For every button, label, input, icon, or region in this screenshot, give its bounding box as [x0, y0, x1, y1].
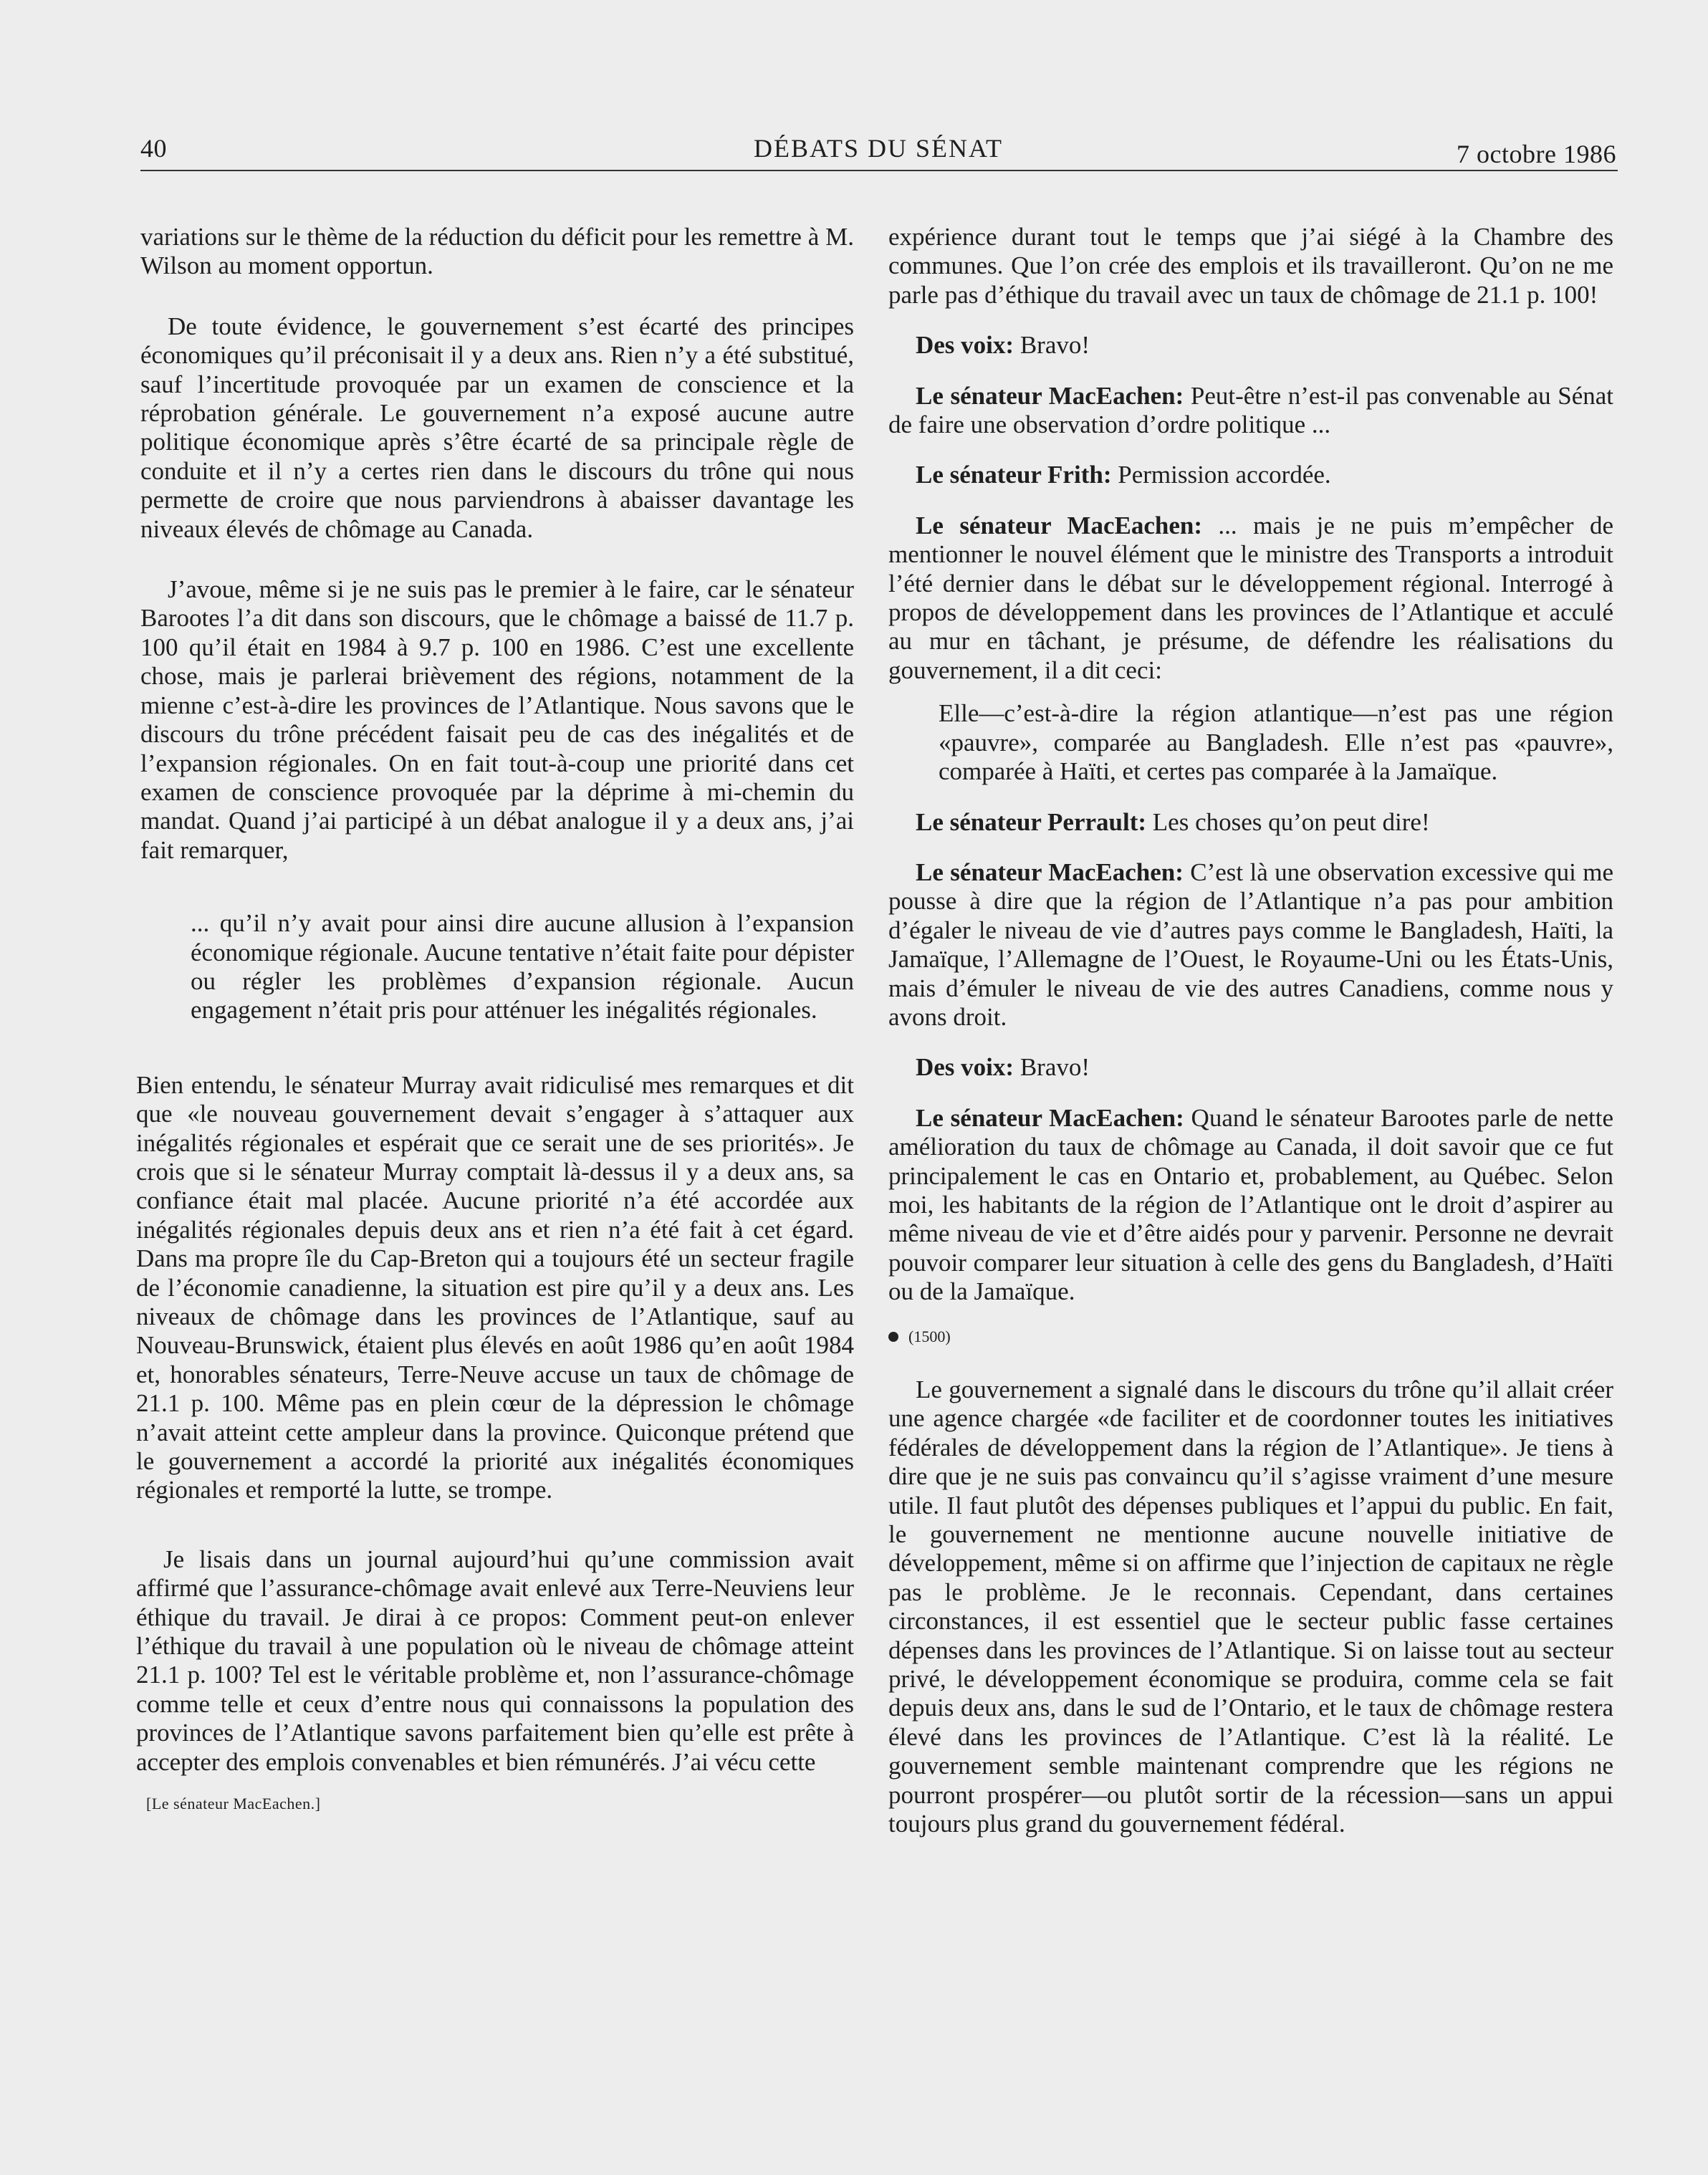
- speech-turn: [888, 461, 1613, 489]
- header-date: 7 octobre 1986: [1457, 140, 1616, 168]
- paragraph: Je lisais dans un journal aujourd’hui qu’une commission avait affirmé que l’assurance-chômage avait enlevé aux Terre-Neuviens leur éthique du travail. Je dirai à ce propos: Comment peut-on enlever l’éthique du travail à une population où le niveau de chômage atteint 21.1 p. 100? Tel est le véritable problème et, non l’assurance-chômage comme telle et ceux d’entre nous qui connaissons la population des provinces de l’Atlantique savons parfaitement bien qu’elle est prête à accepter des emplois convenables et bien rémunérés. J’ai vécu cette: [136, 1545, 854, 1776]
- paragraph: De toute évidence, le gouvernement s’est écarté des principes économiques qu’il préconisait il y a deux ans. Rien n’y a été substitué, sauf l’incertitude provoquée par un examen de conscience et la réprobation générale. Le gouvernement n’a exposé aucune autre politique économique après s’être écarté de sa principale règle de conduite et il n’y a certes rien dans le discours du trône qui nous permette de croire que nous parviendrons à abaisser davantage les niveaux élevés de chômage au Canada.: [140, 312, 854, 543]
- paragraph: J’avoue, même si je ne suis pas le premier à le faire, car le sénateur Barootes l’a dit dans son discours, que le chômage a baissé de 11.7 p. 100 qu’il était en 1984 à 9.7 p. 100 en 1986. C’est une excellente chose, mais je parlerai brièvement des régions, notamment de la mienne c’est-à-dire les provinces de l’Atlantique. Nous savons que le discours du trône précédent faisait peu de cas des inégalités et de l’expansion régionales. On en fait tout-à-coup une priorité dans cet examen de conscience provoquée par la déprime à mi-chemin du mandat. Quand j’ai participé à un débat analogue il y a deux ans, j’ai fait remarquer,: [140, 575, 854, 864]
- speech-turn: [888, 1053, 1613, 1082]
- speaker-name: Des voix:: [916, 331, 1014, 360]
- speech-turn: [888, 382, 1613, 440]
- right-column: [888, 223, 1613, 1839]
- speech-turn: [888, 1104, 1613, 1307]
- speaker-name: Le sénateur Frith:: [916, 461, 1112, 489]
- speech-text: Bravo!: [1014, 1053, 1090, 1082]
- speaker-name: Le sénateur Perrault:: [916, 807, 1147, 836]
- speech-turn: [888, 858, 1613, 1032]
- publication-title: DÉBATS DU SÉNAT: [753, 134, 1004, 163]
- speaker-name: Des voix:: [916, 1053, 1014, 1082]
- time-marker-label: (1500): [908, 1327, 951, 1345]
- speaker-name: Le sénateur MacEachen:: [916, 1103, 1184, 1132]
- paragraph: expérience durant tout le temps que j’ai siégé à la Chambre des communes. Que l’on crée des emplois et ils travailleront. Qu’on ne me parle pas d’éthique du travail avec un taux de chômage de 21.1 p. 100!: [888, 223, 1613, 309]
- speech-text: C’est là une observation excessive qui me pousse à dire que la région de l’Atlantique n’a pas pour ambition d’égaler le niveau de vie d’autres pays comme le Bangladesh, Haïti, la Jamaïque, l’Allemagne de l’Ouest, le Royaume-Uni ou les États-Unis, mais d’émuler le niveau de vie des autres Canadiens, comme nous y avons droit.: [888, 858, 1613, 1031]
- block-quote: Elle—c’est-à-dire la région atlantique—n’est pas une région «pauvre», comparée au Bangladesh. Elle n’est pas «pauvre», comparée à Haïti, et certes pas comparée à la Jamaïque.: [939, 699, 1613, 786]
- speaker-name: Le sénateur MacEachen:: [916, 381, 1184, 410]
- left-column: [136, 223, 854, 1819]
- paragraph: variations sur le thème de la réduction du déficit pour les remettre à M. Wilson au moment opportun.: [140, 223, 854, 280]
- speaker-attribution: [Le sénateur MacEachen.]: [146, 1795, 321, 1813]
- speaker-name: Le sénateur MacEachen:: [916, 858, 1184, 886]
- speech-text: ... mais je ne puis m’empêcher de mentionner le nouvel élément que le ministre des Transports a introduit l’été dernier dans le débat sur le développement régional. Interrogé à propos de développement dans les provinces de l’Atlantique et acculé au mur en tâchant, je présume, de défendre les réalisations du gouvernement, il a dit ceci:: [888, 511, 1613, 684]
- speech-turn: [888, 512, 1613, 685]
- speaker-name: Le sénateur MacEachen:: [916, 511, 1202, 539]
- header-rule: [140, 170, 1618, 171]
- paragraph: Le gouvernement a signalé dans le discours du trône qu’il allait créer une agence chargée «de faciliter et de coordonner toutes les initiatives fédérales de développement dans la région de l’Atlantique». Je tiens à dire que je ne suis pas convaincu qu’il s’agisse vraiment d’une mesure utile. Il faut plutôt des dépenses publiques et l’appui du public. En fait, le gouvernement ne mentionne aucune nouvelle initiative de développement, même si on affirme que l’injection de capitaux ne règle pas le problème. Je le reconnais. Cependant, dans certaines circonstances, il est essentiel que le secteur public fasse certaines dépenses dans les provinces de l’Atlantique. Si on laisse tout au secteur privé, le développement économique se produira, comme cela se fait depuis deux ans, dans le sud de l’Ontario, et le taux de chômage restera élevé dans les provinces de l’Atlantique. C’est là la réalité. Le gouvernement semble maintenant comprendre que les régions ne pourront prospérer—ou plutôt sortir de la récession—sans un appui toujours plus grand du gouvernement fédéral.: [888, 1375, 1613, 1838]
- speech-text: Quand le sénateur Barootes parle de nette amélioration du taux de chômage au Canada, il doit savoir que ce fut principalement le cas en Ontario et, probablement, au Québec. Selon moi, les habitants de la région de l’Atlantique ont le droit d’aspirer au même niveau de vie et d’être aidés pour y parvenir. Personne ne devrait pouvoir comparer leur situation à celle des gens du Bangladesh, d’Haïti ou de la Jamaïque.: [888, 1103, 1613, 1306]
- speech-turn: [888, 331, 1613, 360]
- speech-text: Peut-être n’est-il pas convenable au Sénat de faire une observation d’ordre politique ...: [888, 381, 1613, 439]
- speech-text: Les choses qu’on peut dire!: [1146, 807, 1430, 836]
- page-header: [140, 133, 1616, 171]
- block-quote: ... qu’il n’y avait pour ainsi dire aucune allusion à l’expansion économique régionale. Aucune tentative n’était faite pour dépister ou régler les problèmes d’expansion régionale. Aucun engagement n’était pris pour atténuer les inégalités régionales.: [191, 909, 854, 1024]
- speech-text: Permission accordée.: [1111, 461, 1331, 489]
- page-number: 40: [140, 134, 167, 163]
- speech-turn: [888, 808, 1613, 837]
- paragraph: Bien entendu, le sénateur Murray avait ridiculisé mes remarques et dit que «le nouveau gouvernement devait s’engager à s’attaquer aux inégalités régionales et espérait que ce serait une de ses priorités». Je crois que si le sénateur Murray comptait là-dessus il y a deux ans, sa confiance était mal placée. Aucune priorité n’a été accordée aux inégalités régionales depuis deux ans et rien n’a été fait à cet égard. Dans ma propre île du Cap-Breton qui a toujours été un secteur fragile de l’économie canadienne, la situation est pire qu’il y a deux ans. Les niveaux de chômage dans les provinces de l’Atlantique, sauf au Nouveau-Brunswick, étaient plus élevés en août 1986 qu’en août 1984 et, honorables sénateurs, Terre-Neuve accuse un taux de chômage de 21.1 p. 100. Même pas en plein cœur de la dépression le chômage n’avait atteint cette ampleur dans la province. Quiconque prétend que le gouvernement a accordé la priorité aux inégalités économiques régionales et remporté la lutte, se trompe.: [136, 1070, 854, 1504]
- bullet-icon: [888, 1332, 898, 1342]
- time-marker: [888, 1322, 1613, 1351]
- speech-text: Bravo!: [1014, 331, 1090, 360]
